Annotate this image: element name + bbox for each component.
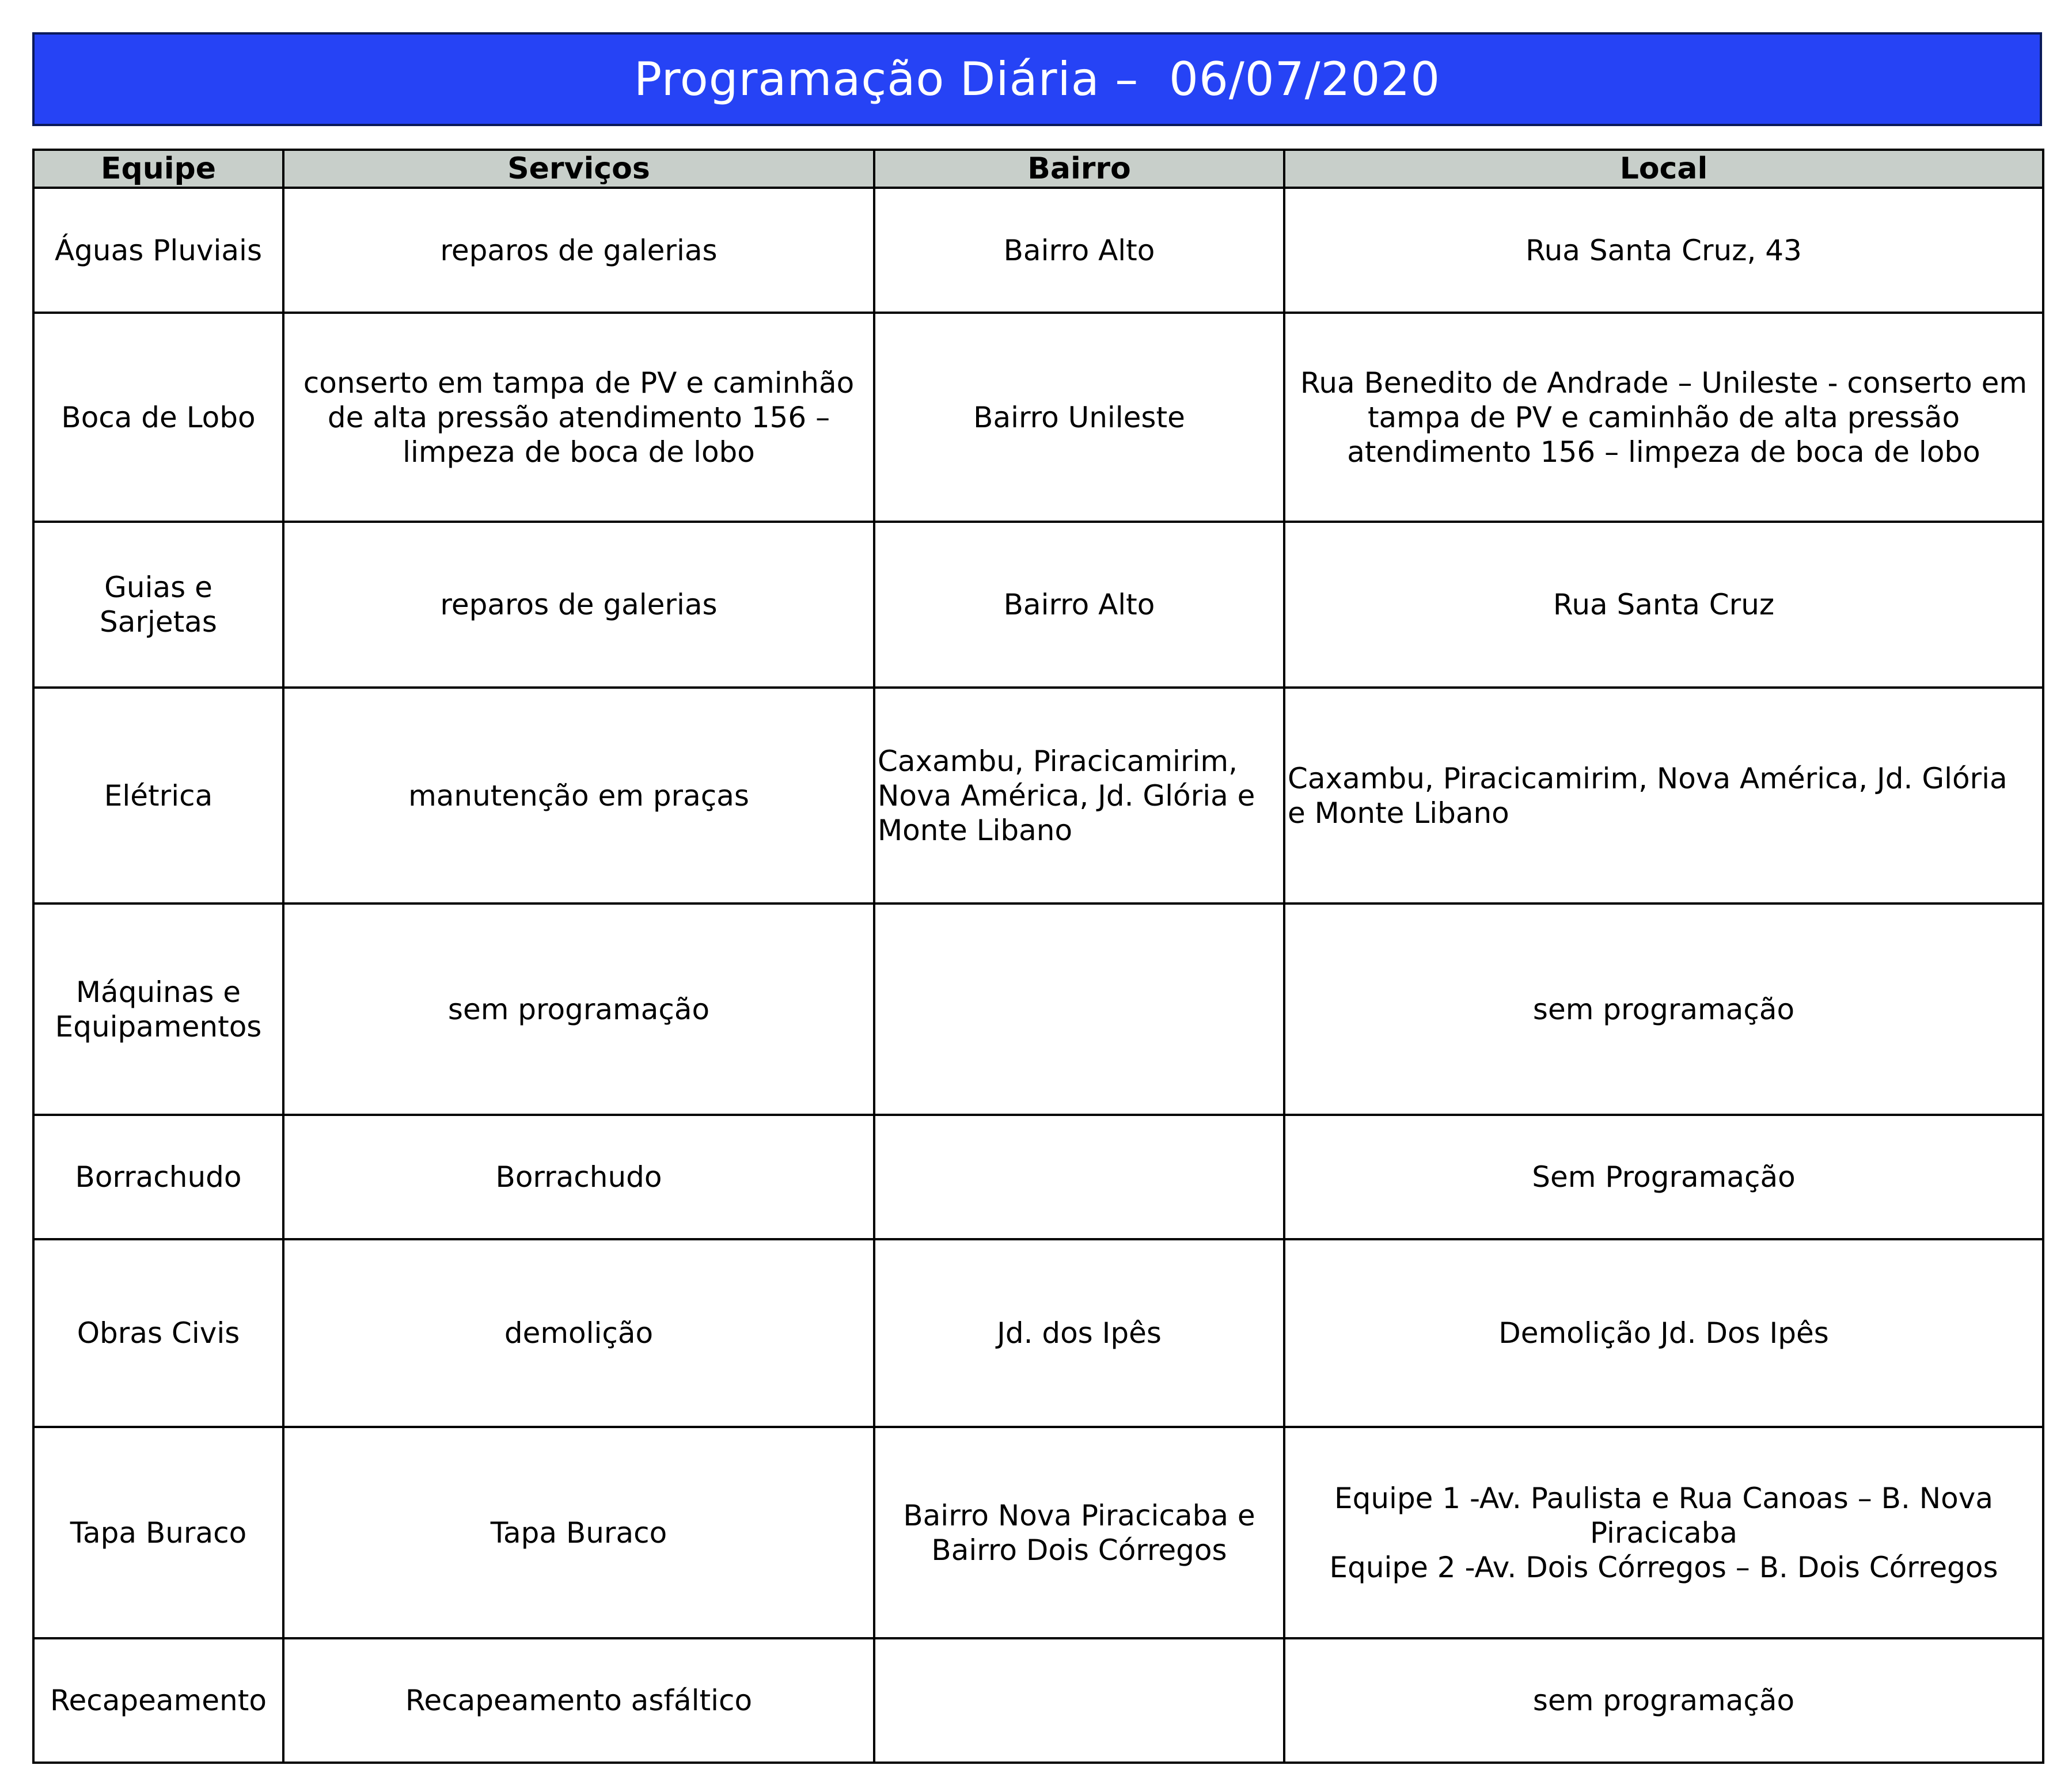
cell-local: sem programação bbox=[1284, 904, 2043, 1115]
cell-equipe: Tapa Buraco bbox=[33, 1427, 283, 1638]
cell-equipe: Máquinas e Equipamentos bbox=[33, 904, 283, 1115]
header-bairro: Bairro bbox=[874, 150, 1284, 188]
header-equipe: Equipe bbox=[33, 150, 283, 188]
cell-servicos: Recapeamento asfáltico bbox=[283, 1638, 874, 1763]
cell-local: Rua Santa Cruz bbox=[1284, 522, 2043, 688]
schedule-table bbox=[32, 149, 2044, 1764]
cell-local: Equipe 1 -Av. Paulista e Rua Canoas – B. Nova Piracicaba Equipe 2 -Av. Dois Córregos – B. Dois Córregos bbox=[1284, 1427, 2043, 1638]
cell-servicos: reparos de galerias bbox=[283, 188, 874, 313]
table-row bbox=[33, 188, 2043, 313]
table-row bbox=[33, 1239, 2043, 1427]
cell-local: Rua Santa Cruz, 43 bbox=[1284, 188, 2043, 313]
cell-local: sem programação bbox=[1284, 1638, 2043, 1763]
cell-servicos: demolição bbox=[283, 1239, 874, 1427]
table-row bbox=[33, 1115, 2043, 1239]
cell-servicos: Borrachudo bbox=[283, 1115, 874, 1239]
header-row bbox=[33, 150, 2043, 188]
page-title: Programação Diária – 06/07/2020 bbox=[633, 52, 1441, 106]
cell-equipe: Elétrica bbox=[33, 688, 283, 904]
cell-equipe: Guias e Sarjetas bbox=[33, 522, 283, 688]
header-servicos: Serviços bbox=[283, 150, 874, 188]
table-row bbox=[33, 313, 2043, 522]
cell-bairro: Bairro Alto bbox=[874, 522, 1284, 688]
title-bar bbox=[32, 32, 2042, 126]
cell-bairro bbox=[874, 904, 1284, 1115]
cell-bairro: Caxambu, Piracicamirim, Nova América, Jd. Glória e Monte Libano bbox=[874, 688, 1284, 904]
table-row bbox=[33, 1638, 2043, 1763]
cell-local: Sem Programação bbox=[1284, 1115, 2043, 1239]
cell-bairro: Jd. dos Ipês bbox=[874, 1239, 1284, 1427]
cell-equipe: Águas Pluviais bbox=[33, 188, 283, 313]
table-row bbox=[33, 904, 2043, 1115]
cell-servicos: reparos de galerias bbox=[283, 522, 874, 688]
cell-bairro: Bairro Nova Piracicaba e Bairro Dois Córregos bbox=[874, 1427, 1284, 1638]
cell-equipe: Borrachudo bbox=[33, 1115, 283, 1239]
cell-local: Caxambu, Piracicamirim, Nova América, Jd. Glória e Monte Libano bbox=[1284, 688, 2043, 904]
cell-servicos: Tapa Buraco bbox=[283, 1427, 874, 1638]
cell-servicos: sem programação bbox=[283, 904, 874, 1115]
cell-bairro: Bairro Unileste bbox=[874, 313, 1284, 522]
cell-equipe: Recapeamento bbox=[33, 1638, 283, 1763]
table-row bbox=[33, 1427, 2043, 1638]
table-row bbox=[33, 688, 2043, 904]
cell-local: Demolição Jd. Dos Ipês bbox=[1284, 1239, 2043, 1427]
cell-bairro: Bairro Alto bbox=[874, 188, 1284, 313]
cell-local: Rua Benedito de Andrade – Unileste - conserto em tampa de PV e caminhão de alta pressão atendimento 156 – limpeza de boca de lobo bbox=[1284, 313, 2043, 522]
cell-equipe: Boca de Lobo bbox=[33, 313, 283, 522]
table-row bbox=[33, 522, 2043, 688]
cell-bairro bbox=[874, 1115, 1284, 1239]
cell-servicos: manutenção em praças bbox=[283, 688, 874, 904]
cell-equipe: Obras Civis bbox=[33, 1239, 283, 1427]
cell-bairro bbox=[874, 1638, 1284, 1763]
header-local: Local bbox=[1284, 150, 2043, 188]
cell-servicos: conserto em tampa de PV e caminhão de alta pressão atendimento 156 – limpeza de boca de lobo bbox=[283, 313, 874, 522]
